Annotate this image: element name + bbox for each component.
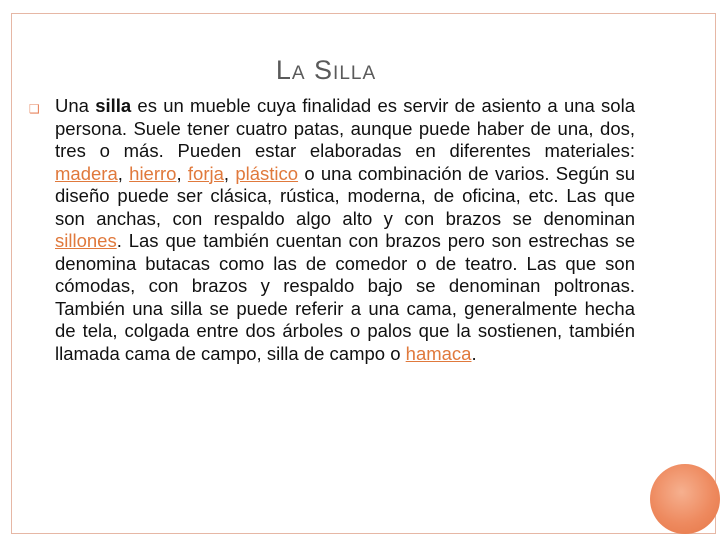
- link-hierro[interactable]: hierro: [129, 162, 177, 184]
- text-run: o una combinación de varios. Según su diseño puede ser clásica, rústica, moderna, de oficina, etc. Las que son anchas, con respaldo algo alto y con brazos se denominan: [55, 162, 636, 229]
- link-plastico[interactable]: plástico: [235, 162, 299, 184]
- bold-word-silla: silla: [95, 95, 132, 116]
- square-bullet-icon: ❑: [29, 102, 40, 116]
- text-run: es un mueble cuya finalidad es servir de asiento a una sola persona. Suele tener cuatro patas, aunque puede haber de una, dos, tres o más. Pueden estar elaboradas en diferentes materiales:: [55, 95, 635, 161]
- text-run: Una: [55, 95, 96, 116]
- link-sillones[interactable]: sillones: [55, 230, 117, 251]
- link-madera[interactable]: madera: [55, 162, 118, 184]
- slide-paragraph: [55, 95, 635, 365]
- text-run: ,: [223, 162, 236, 184]
- text-run: ,: [117, 162, 130, 184]
- text-run: ,: [176, 162, 188, 184]
- link-forja[interactable]: forja: [187, 162, 224, 184]
- link-hamaca[interactable]: hamaca: [405, 342, 472, 364]
- slide-title: La Silla: [275, 55, 377, 85]
- decorative-circle: [650, 464, 720, 534]
- text-run: . Las que también cuentan con brazos pero son estrechas se denomina butacas como las de comedor o de teatro. Las que son cómodas, con brazos y respaldo bajo se denominan poltronas. También una silla se puede referir a una cama, generalmente hecha de tela, colgada entre dos árboles o palos que la sostienen, también llamada cama de campo, silla de campo o: [55, 230, 635, 364]
- text-run: .: [471, 342, 477, 364]
